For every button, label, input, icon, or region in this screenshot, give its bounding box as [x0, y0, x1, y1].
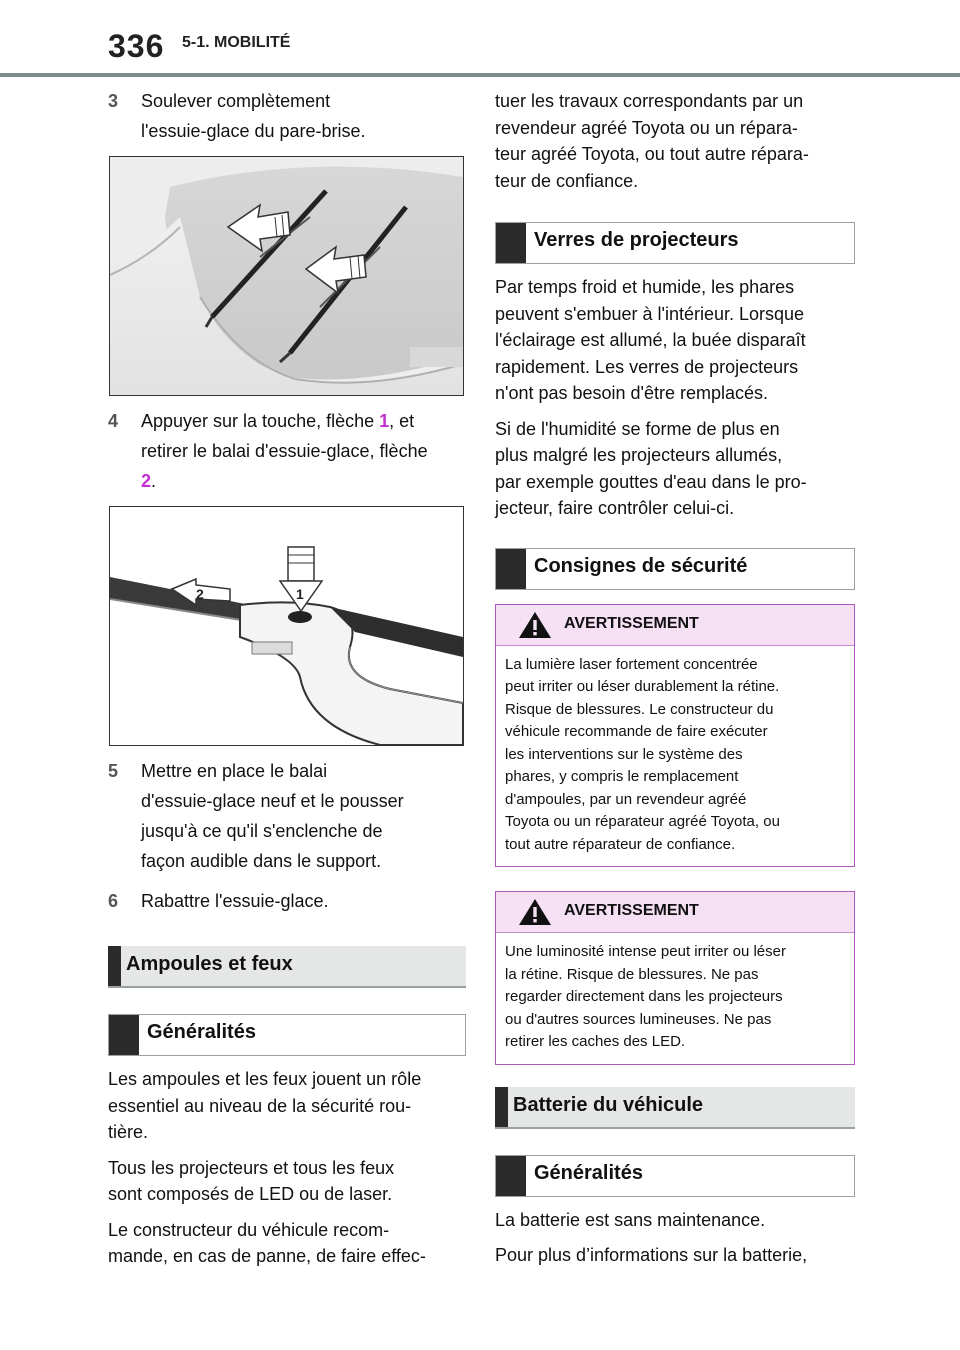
step-3: 3 Soulever complètement l'essuie-glace du pare-brise.	[108, 86, 466, 146]
wiper-blade-release-figure	[109, 506, 464, 746]
subsection-bar	[496, 549, 526, 589]
batterie-text	[495, 1207, 855, 1269]
step-5: 5 Mettre en place le balai d'essuie-glace neuf et le pousser jusqu'à ce qu'il s'enclenche de façon audible dans le support.	[108, 756, 466, 876]
warning-body: La lumière laser fortement concentrée peut irriter ou léser durablement la rétine. Risque de blessures. Le constructeur du véhicule recommande de faire exécuter les interventions sur le système des phares, y compris le remplacement d'ampoules, par un revendeur agréé Toyota ou un réparateur agréé Toyota, ou tout autre réparateur de confiance.	[505, 655, 780, 853]
step-6: 6 Rabattre l'essuie-glace.	[108, 886, 466, 916]
warning-box-laser	[495, 604, 855, 868]
paragraph: tuer les travaux correspondants par un revendeur agréé Toyota ou un répara- teur agréé Toyota, ou tout autre répara- teur de confiance.	[495, 91, 809, 191]
verres-text	[495, 274, 855, 522]
section-title-batterie: Batterie du véhicule	[495, 1087, 855, 1129]
warning-triangle-icon	[518, 611, 552, 639]
page-number: 336	[108, 28, 165, 64]
right-column	[495, 86, 855, 1278]
step-number: 4	[108, 411, 119, 431]
paragraph: Pour plus d’informations sur la batterie,	[495, 1245, 808, 1265]
warning-triangle-icon	[518, 898, 552, 926]
paragraph: Le constructeur du véhicule recom- mande, en cas de panne, de faire effec-	[108, 1219, 426, 1266]
paragraph: Tous les projecteurs et tous les feux sont composés de LED ou de laser.	[108, 1157, 395, 1204]
chapter-title: 5-1. MOBILITÉ	[182, 34, 291, 51]
subsection-bar	[496, 223, 526, 263]
left-column	[108, 86, 466, 1279]
section-bar	[108, 946, 121, 986]
step-number: 3	[108, 91, 119, 111]
subsection-title-consignes: Consignes de sécurité	[495, 548, 855, 590]
page-header	[0, 0, 960, 78]
header-divider	[0, 73, 960, 77]
step-number: 6	[108, 891, 119, 911]
arrow-reference-1: 1	[379, 411, 390, 431]
warning-header: AVERTISSEMENT	[496, 605, 854, 646]
warning-body: Une luminosité intense peut irriter ou léser la rétine. Risque de blessures. Ne pas regarder directement dans les projecteurs ou d'autres sources lumineuses. Ne pas retirer les caches des LED.	[505, 943, 786, 1050]
arrow-reference-2: 2	[141, 471, 152, 491]
section-title-ampoules: Ampoules et feux	[108, 946, 466, 988]
subsection-title-verres: Verres de projecteurs	[495, 222, 855, 264]
paragraph: La batterie est sans maintenance.	[495, 1209, 766, 1230]
step-number: 5	[108, 761, 119, 781]
wiper-blade-illustration	[110, 507, 463, 745]
subsection-bar	[109, 1015, 139, 1055]
paragraph: Les ampoules et les feux jouent un rôle essentiel au niveau de la sécurité rou- tière.	[108, 1069, 422, 1142]
warning-header: AVERTISSEMENT	[496, 892, 854, 933]
arrow-label-2: 2	[196, 586, 204, 602]
subsection-title-generalites-batterie: Généralités	[495, 1155, 855, 1197]
warning-box-luminosite	[495, 891, 855, 1065]
wiper-raise-figure	[109, 156, 464, 396]
arrow-label-1: 1	[296, 586, 304, 602]
paragraph: Si de l'humidité se forme de plus en plus malgré les projecteurs allumés, par exemple gouttes d'eau dans le pro- jecteur, faire contrôler celui-ci.	[495, 418, 807, 518]
windshield-illustration	[110, 157, 463, 395]
subsection-title-generalites: Généralités	[108, 1014, 466, 1056]
subsection-bar	[496, 1156, 526, 1196]
paragraph: Par temps froid et humide, les phares peuvent s'embuer à l'intérieur. Lorsque l'éclairage est allumé, la buée disparaît rapidement. Les verres de projecteurs n'ont pas besoin d'être remplacés.	[495, 277, 806, 403]
ampoules-text	[108, 1066, 466, 1270]
step-4: 4 Appuyer sur la touche, flèche 1, et retirer le balai d'essuie-glace, flèche 2.	[108, 406, 466, 496]
section-bar	[495, 1087, 508, 1127]
